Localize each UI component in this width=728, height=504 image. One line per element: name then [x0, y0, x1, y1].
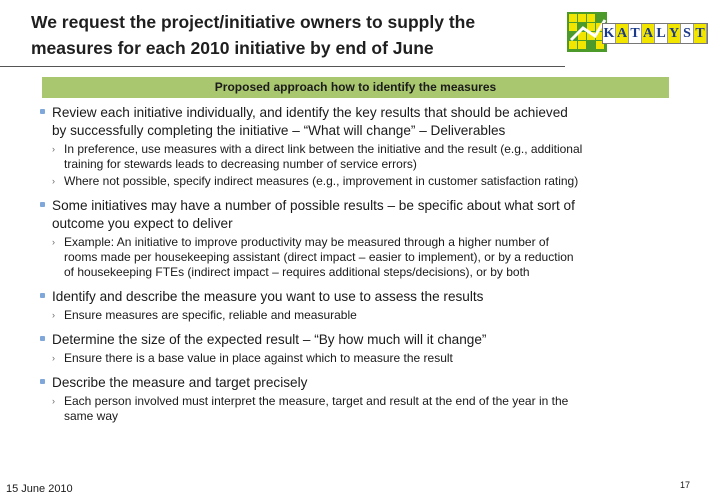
sub-bullet: [0, 174, 642, 189]
section-banner: Proposed approach how to identify the measures: [42, 77, 669, 98]
logo-wordmark: [602, 23, 708, 44]
footer-date: 15 June 2010: [6, 483, 73, 495]
bullet-content: [0, 104, 728, 424]
logo-letter: K: [603, 26, 615, 41]
main-bullet-line: outcome you expect to deliver: [52, 216, 233, 231]
main-bullet-line: Identify and describe the measure you want to use to assess the results: [52, 289, 484, 304]
logo-letter: Y: [668, 26, 680, 41]
arrow-bullet-icon: ›: [52, 237, 55, 247]
sub-bullet-line: of housekeeping FTEs (indirect impact – requires additional steps/decisions), or by both: [64, 265, 530, 279]
bullet-section: [0, 331, 728, 366]
page-number: 17: [680, 480, 691, 490]
arrow-bullet-icon: ›: [52, 144, 55, 154]
sub-bullet: [0, 235, 642, 280]
main-bullet-line: Determine the size of the expected result – “By how much will it change”: [52, 332, 487, 347]
logo-letter: A: [616, 26, 628, 41]
sub-bullet-line: Ensure measures are specific, reliable and measurable: [64, 308, 357, 322]
sub-bullet-line: Where not possible, specify indirect measures (e.g., improvement in customer satisfaction rating): [64, 174, 579, 188]
arrow-bullet-icon: ›: [52, 353, 55, 363]
sub-bullet-line: In preference, use measures with a direct link between the initiative and the result (e.g., additional: [64, 142, 583, 156]
arrow-bullet-icon: ›: [52, 176, 55, 186]
bullet-section: [0, 197, 728, 280]
square-bullet-icon: [40, 379, 45, 384]
sub-bullet-line: Ensure there is a base value in place against which to measure the result: [64, 351, 453, 365]
sub-bullet: [0, 394, 642, 424]
sub-bullet-line: Each person involved must interpret the measure, target and result at the end of the year in the: [64, 394, 569, 408]
square-bullet-icon: [40, 293, 45, 298]
arrow-bullet-icon: ›: [52, 310, 55, 320]
logo-letter: L: [655, 24, 668, 43]
main-bullet: [0, 288, 642, 306]
sub-bullet-line: training for stewards leads to decreasing number of service errors): [64, 157, 417, 171]
logo-letter: S: [681, 24, 694, 43]
logo-letter: T: [694, 24, 707, 43]
main-bullet-line: Some initiatives may have a number of possible results – be specific about what sort of: [52, 198, 575, 213]
bullet-section: [0, 104, 728, 189]
main-bullet-line: by successfully completing the initiative – “What will change” – Deliverables: [52, 123, 506, 138]
main-bullet: [0, 104, 642, 140]
main-bullet: [0, 374, 642, 392]
main-bullet: [0, 197, 642, 233]
arrow-bullet-icon: ›: [52, 396, 55, 406]
slide-title: [31, 9, 551, 61]
sub-bullet-line: same way: [64, 409, 119, 423]
title-line-2: measures for each 2010 initiative by end of June: [31, 38, 434, 58]
logo-letter: T: [629, 24, 642, 43]
sub-bullet: [0, 142, 642, 172]
square-bullet-icon: [40, 109, 45, 114]
title-line-1: We request the project/initiative owners to supply the: [31, 12, 476, 32]
title-divider: [0, 66, 565, 67]
main-bullet-line: Review each initiative individually, and identify the key results that should be achieved: [52, 105, 568, 120]
bullet-section: [0, 288, 728, 323]
main-bullet-line: Describe the measure and target precisely: [52, 375, 308, 390]
sub-bullet-line: rooms made per housekeeping assistant (direct impact – easier to implement), or by a reduction: [64, 250, 574, 264]
logo-letter: A: [642, 26, 654, 41]
bullet-section: [0, 374, 728, 424]
main-bullet: [0, 331, 642, 349]
sub-bullet: [0, 308, 642, 323]
sub-bullet: [0, 351, 642, 366]
katalyst-logo: [565, 10, 715, 54]
sub-bullet-line: Example: An initiative to improve productivity may be measured through a higher number of: [64, 235, 549, 249]
square-bullet-icon: [40, 336, 45, 341]
square-bullet-icon: [40, 202, 45, 207]
